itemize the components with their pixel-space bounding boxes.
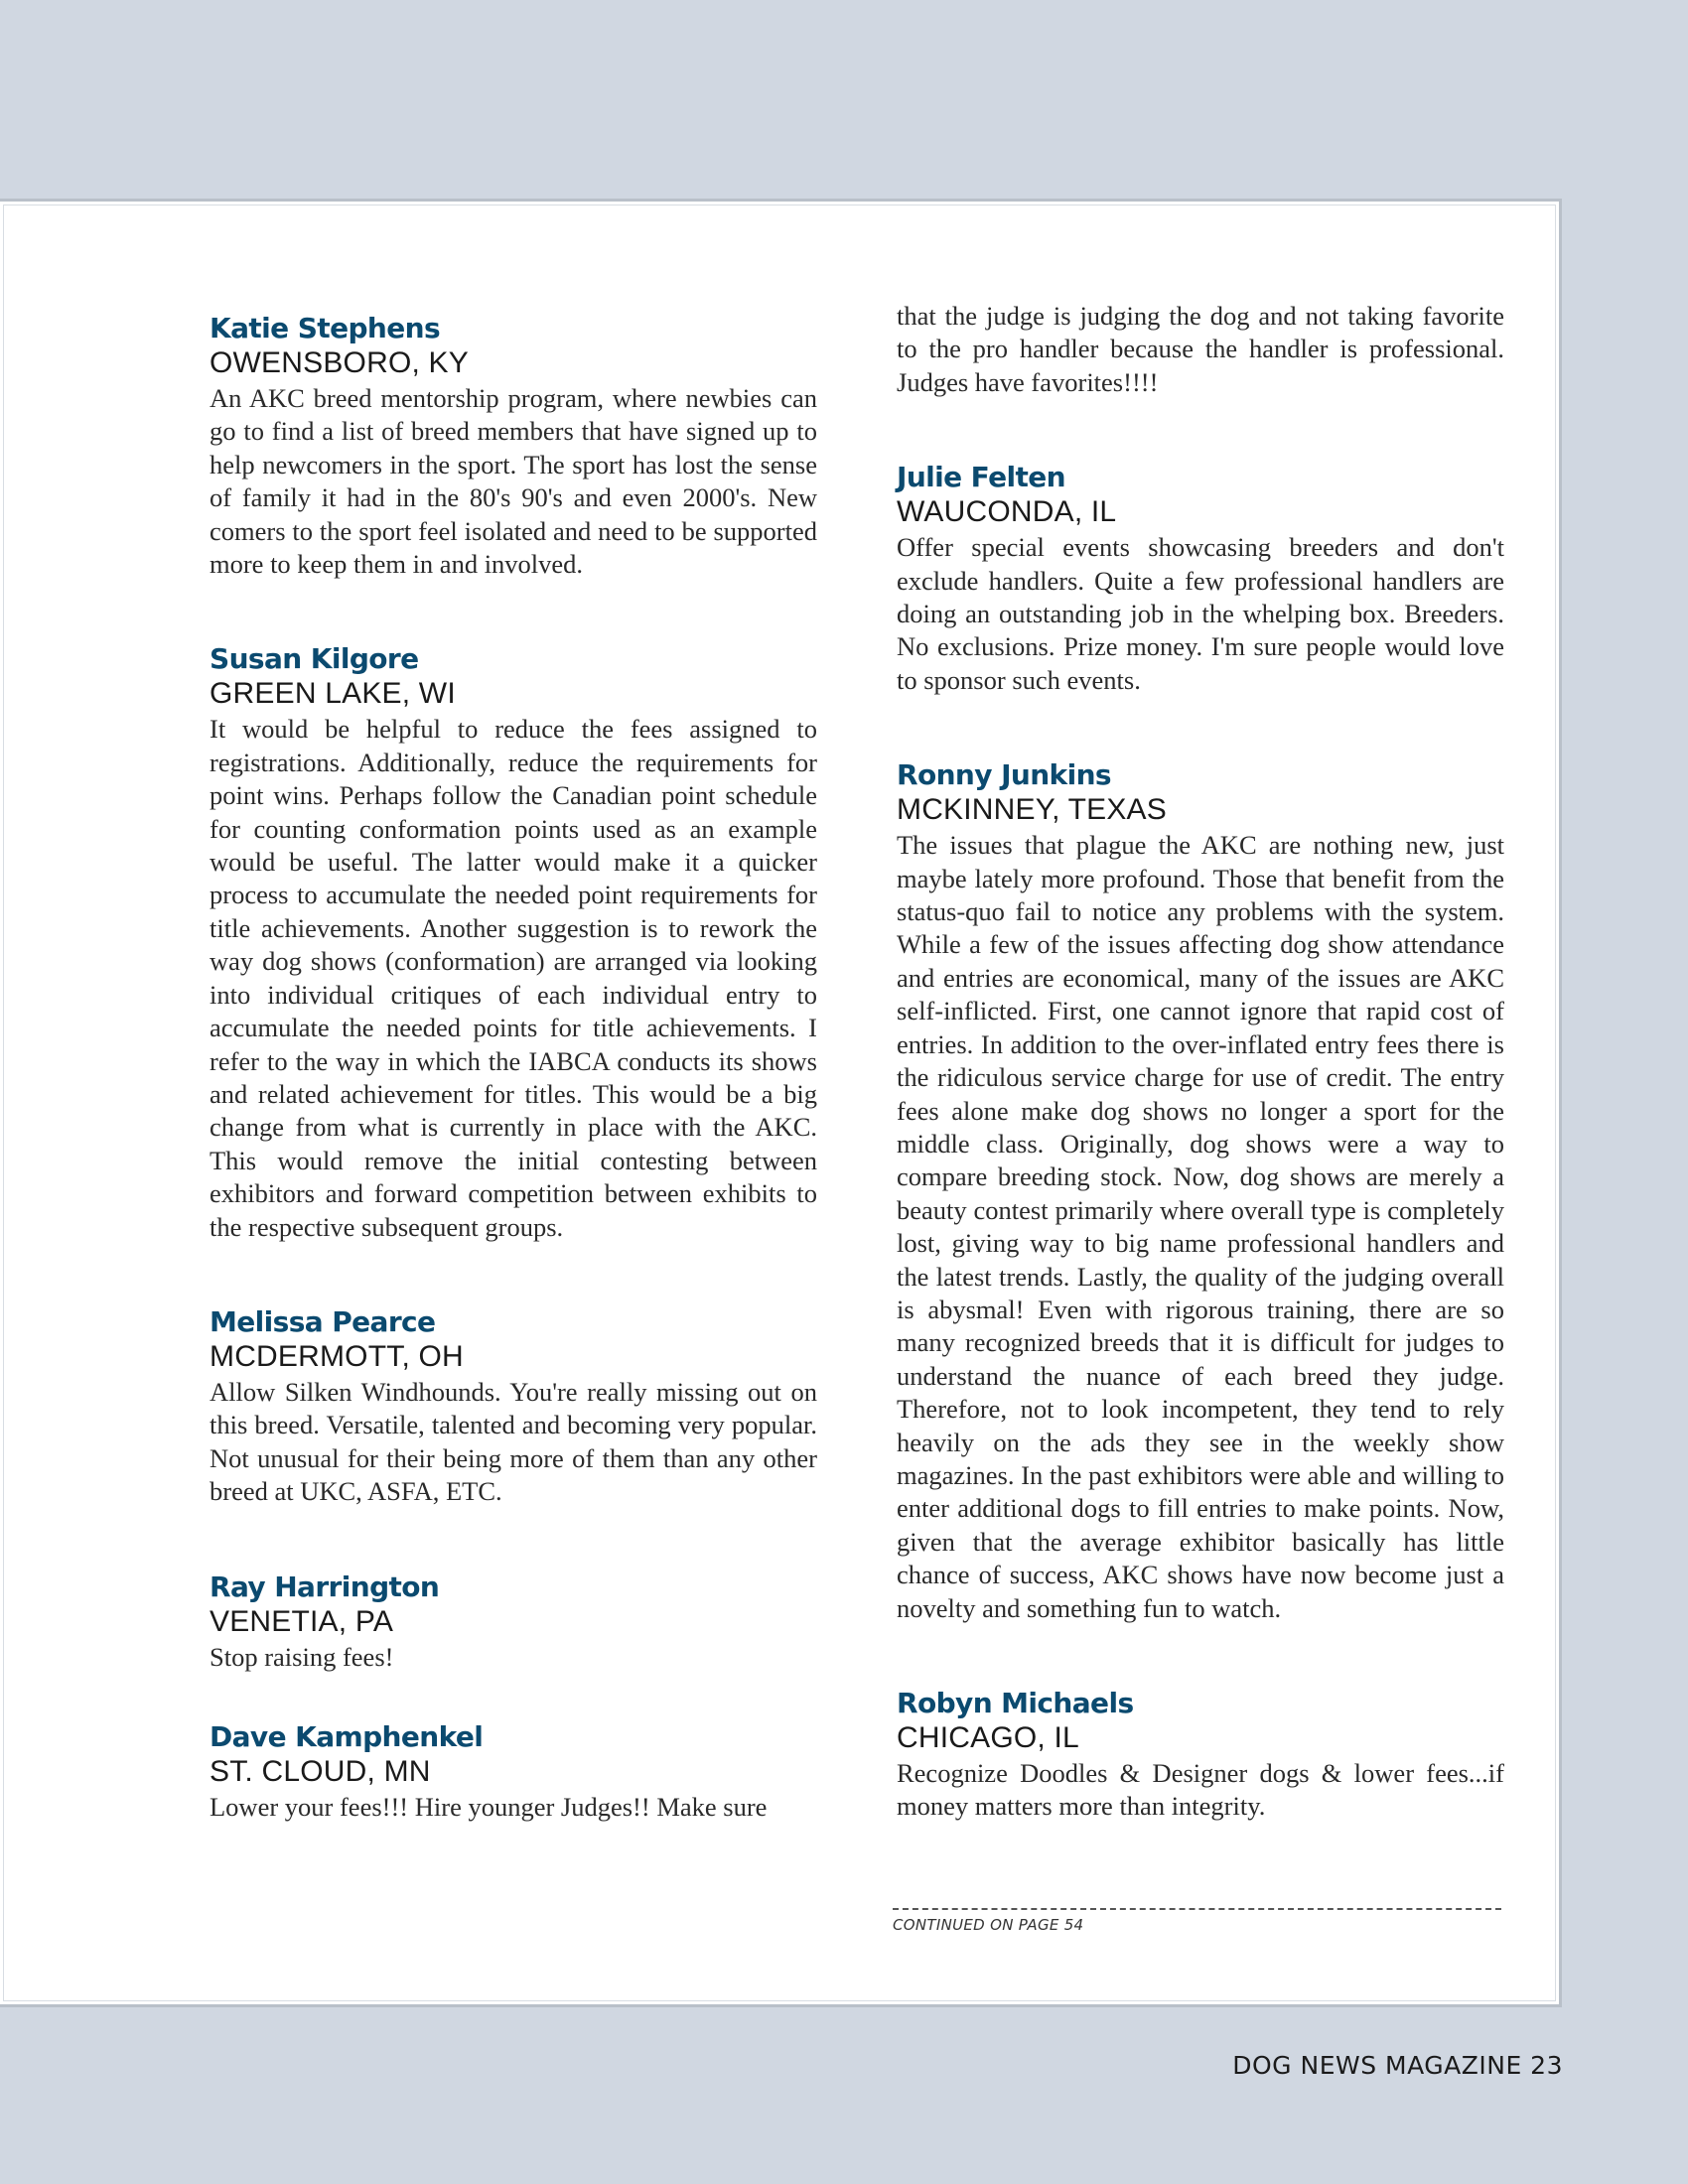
right-column — [897, 300, 1504, 1824]
commenter-name: Ronny Junkins — [897, 758, 1111, 792]
comment-text: The issues that plague the AKC are nothing new, just maybe lately more profound. Those that benefit from the status-quo fail to notice any problems with the system. While a few of the issues affecting dog show attendance and entries are economical, many of the issues are AKC self-inflicted. First, one cannot ignore that rapid cost of entries. In addition to the over-inflated entry fees there is the ridiculous service charge for use of credit. The entry fees alone make dog shows no longer a sport for the middle class. Originally, dog shows were a way to compare breeding stock. Now, dog shows are merely a beauty contest primarily where overall type is completely lost, giving way to big name professional handlers and the latest trends. Lastly, the quality of the judging overall is abysmal! Even with rigorous training, there are so many recognized breeds that it is difficult for judges to understand the nuance of each breed they judge. Therefore, not to look incompetent, they tend to rely heavily on the ads they see in the weekly show magazines. In the past exhibitors were able and willing to enter additional dogs to fill entries to make points. Now, given that the average exhibitor basically has little chance of success, AKC shows have now become just a novelty and something fun to watch. — [897, 830, 1504, 1623]
commenter-location: MCDERMOTT, OH — [210, 1339, 464, 1373]
page-footer: DOG NEWS MAGAZINE 23 — [1232, 2051, 1563, 2080]
comment-entry — [210, 1720, 817, 1824]
continued-on-text: CONTINUED ON PAGE 54 — [893, 1916, 1084, 1934]
commenter-location: WAUCONDA, IL — [897, 495, 1117, 529]
commenter-location: CHICAGO, IL — [897, 1721, 1079, 1754]
commenter-location: GREEN LAKE, WI — [210, 677, 456, 711]
comment-text: Stop raising fees! — [210, 1641, 394, 1672]
commenter-name: Ray Harrington — [210, 1570, 440, 1603]
comment-text: that the judge is judging the dog and not taking favorite to the pro handler because the handler is professional. Judges have favorites!!!! — [897, 301, 1504, 397]
commenter-location: VENETIA, PA — [210, 1604, 394, 1638]
commenter-name: Dave Kamphenkel — [210, 1719, 484, 1753]
left-column — [210, 312, 817, 1824]
commenter-name: Katie Stephens — [210, 312, 441, 344]
commenter-name: Robyn Michaels — [897, 1687, 1134, 1719]
comment-entry — [210, 642, 817, 1244]
commenter-name: Susan Kilgore — [210, 642, 419, 676]
commenter-name: Julie Felten — [897, 461, 1065, 494]
comment-text: Offer special events showcasing breeders and don't exclude handlers. Quite a few professional handlers are doing an outstanding job in the whelping box. Breeders. No exclusions. Prize money. I'm sure people would love to sponsor such events. — [897, 532, 1504, 695]
commenter-location: ST. CLOUD, MN — [210, 1754, 431, 1788]
comment-entry — [210, 1570, 817, 1674]
comment-text: An AKC breed mentorship program, where newbies can go to find a list of breed members that have signed up to help newcomers in the sport. The sport has lost the sense of family it had in the 80's 90's and even 2000's. New comers to the sport feel isolated and need to be supported more to keep them in and involved. — [210, 383, 817, 580]
dashed-divider — [893, 1908, 1501, 1910]
comment-text: It would be helpful to reduce the fees assigned to registrations. Additionally, reduce the requirements for point wins. Perhaps follow the Canadian point schedule for counting conformation points used as an example would be useful. The latter would make it a quicker process to accumulate the needed point requirements for title achievements. Another suggestion is to rework the way dog shows (conformation) are arranged via looking into individual critiques of each individual entry to accumulate the needed points for title achievements. I refer to the way in which the IABCA conducts its shows and related achievement for titles. This would be a big change from what is currently in place with the AKC. This would remove the initial contesting between exhibitors and forward competition between exhibits to the respective subsequent groups. — [210, 714, 817, 1242]
comment-entry — [897, 758, 1504, 1625]
continued-note — [893, 1908, 1501, 1934]
commenter-location: OWENSBORO, KY — [210, 346, 469, 379]
commenter-location: MCKINNEY, TEXAS — [897, 793, 1167, 827]
comment-entry — [897, 1687, 1504, 1824]
comment-entry — [210, 1305, 817, 1509]
commenter-name: Melissa Pearce — [210, 1304, 436, 1338]
comment-text: Recognize Doodles & Designer dogs & lower fees...if money matters more than integrity. — [897, 1758, 1504, 1822]
comment-text: Allow Silken Windhounds. You're really missing out on this breed. Versatile, talented and becoming very popular. Not unusual for their being more of them than any other breed at UKC, ASFA, ETC. — [210, 1376, 817, 1507]
comment-entry — [897, 461, 1504, 697]
comment-continuation — [897, 300, 1504, 399]
comment-entry — [210, 312, 817, 581]
comment-text: Lower your fees!!! Hire younger Judges!! Make sure — [210, 1791, 768, 1822]
